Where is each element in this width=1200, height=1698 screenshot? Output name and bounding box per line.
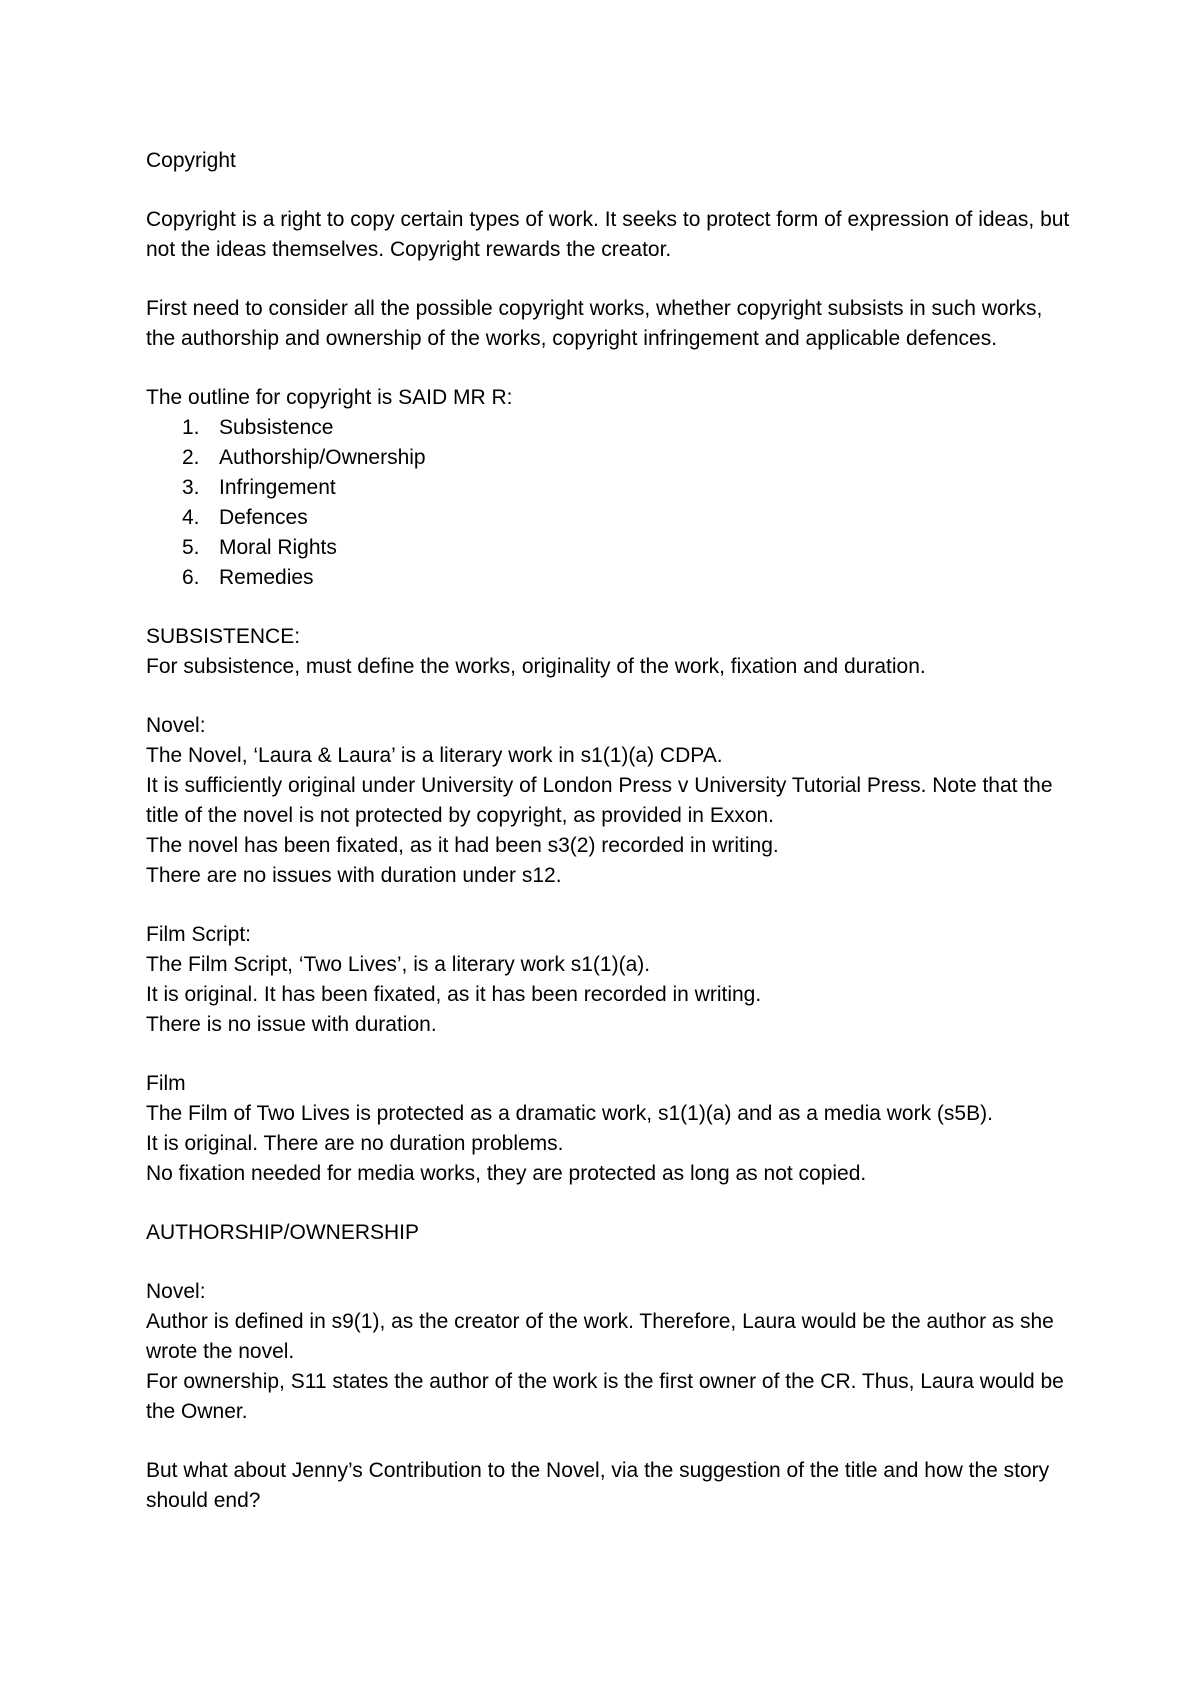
outline-item-number: 3. [182,476,200,499]
authorship-novel-heading: Novel: [146,1280,206,1303]
spacer [146,891,1076,920]
outline-item-text: Infringement [219,476,336,499]
document-page [146,146,1076,1516]
spacer [146,682,1076,711]
outline-item [146,533,1076,563]
film-script-line: The Film Script, ‘Two Lives’, is a literary work s1(1)(a). [146,953,651,976]
novel-line: The novel has been fixated, as it had been s3(2) recorded in writing. [146,834,779,857]
outline-item [146,563,1076,593]
spacer [146,593,1076,622]
spacer [146,265,1076,294]
outline-item-text: Defences [219,506,308,529]
outline-item-text: Authorship/Ownership [219,446,426,469]
outline-item-text: Subsistence [219,416,334,439]
subsistence-heading: SUBSISTENCE: [146,625,301,648]
novel-line: There are no issues with duration under s12. [146,864,562,887]
authorship-novel-line: For ownership, S11 states the author of the work is the first owner of the CR. Thus, Laura would be the Owner. [146,1370,1064,1423]
film-heading: Film [146,1072,186,1095]
outline-item-text: Moral Rights [219,536,337,559]
novel-line: The Novel, ‘Laura & Laura’ is a literary work in s1(1)(a) CDPA. [146,744,723,767]
authorship-heading: AUTHORSHIP/OWNERSHIP [146,1221,420,1244]
outline-item [146,443,1076,473]
authorship-novel-line: Author is defined in s9(1), as the creator of the work. Therefore, Laura would be the author as she wrote the novel. [146,1310,1054,1363]
film-script-line: It is original. It has been fixated, as it has been recorded in writing. [146,983,762,1006]
spacer [146,1189,1076,1218]
outline-item [146,503,1076,533]
outline-item [146,413,1076,443]
outline-item-number: 5. [182,536,200,559]
novel-line: It is sufficiently original under University of London Press v University Tutorial Press. Note that the title of the novel is not protected by copyright, as provided in Exxon. [146,774,1053,827]
spacer [146,1427,1076,1456]
outline-item-number: 2. [182,446,200,469]
film-line: The Film of Two Lives is protected as a dramatic work, s1(1)(a) and as a media work (s5B). [146,1102,993,1125]
outline-item [146,473,1076,503]
spacer [146,1040,1076,1069]
outline-item-number: 6. [182,566,200,589]
subsistence-text: For subsistence, must define the works, originality of the work, fixation and duration. [146,655,926,678]
consider-paragraph: First need to consider all the possible copyright works, whether copyright subsists in such works, the authorship and ownership of the works, copyright infringement and applicable defences. [146,297,1043,350]
novel-heading: Novel: [146,714,206,737]
intro-paragraph: Copyright is a right to copy certain types of work. It seeks to protect form of expression of ideas, but not the ideas themselves. Copyright rewards the creator. [146,208,1070,261]
spacer [146,176,1076,205]
outline-item-text: Remedies [219,566,314,589]
outline-item-number: 1. [182,416,200,439]
outline-heading: The outline for copyright is SAID MR R: [146,386,513,409]
document-title: Copyright [146,149,236,172]
contribution-question: But what about Jenny’s Contribution to the Novel, via the suggestion of the title and how the story should end? [146,1459,1050,1512]
outline-item-number: 4. [182,506,200,529]
film-script-heading: Film Script: [146,923,251,946]
outline-list [146,413,1076,593]
spacer [146,1248,1076,1277]
film-line: No fixation needed for media works, they are protected as long as not copied. [146,1162,867,1185]
film-line: It is original. There are no duration problems. [146,1132,564,1155]
film-script-line: There is no issue with duration. [146,1013,437,1036]
spacer [146,354,1076,383]
